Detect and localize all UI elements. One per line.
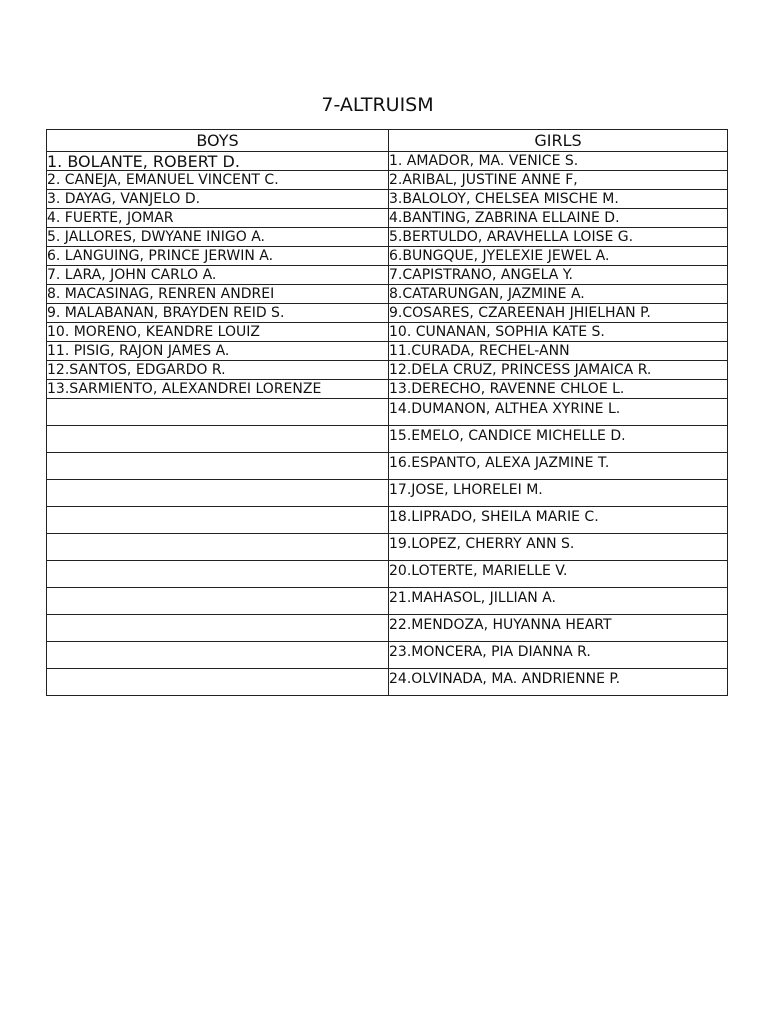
- boy-name-cell: [47, 426, 389, 453]
- table-row: [47, 615, 728, 642]
- boy-name-cell: 5. JALLORES, DWYANE INIGO A.: [47, 228, 389, 247]
- girl-name-cell: 6.BUNGQUE, JYELEXIE JEWEL A.: [389, 247, 728, 266]
- girl-name-cell: 5.BERTULDO, ARAVHELLA LOISE G.: [389, 228, 728, 247]
- table-row: [47, 669, 728, 696]
- girl-name-cell: 12.DELA CRUZ, PRINCESS JAMAICA R.: [389, 361, 728, 380]
- boy-name-cell: 1. BOLANTE, ROBERT D.: [47, 152, 389, 171]
- boy-name-cell: [47, 588, 389, 615]
- table-row: [47, 285, 728, 304]
- boy-name-cell: 8. MACASINAG, RENREN ANDREI: [47, 285, 389, 304]
- table-row: [47, 426, 728, 453]
- table-row: [47, 304, 728, 323]
- boy-name-cell: [47, 561, 389, 588]
- boy-name-cell: 12.SANTOS, EDGARDO R.: [47, 361, 389, 380]
- boy-name-cell: [47, 453, 389, 480]
- table-row: [47, 480, 728, 507]
- girl-name-cell: 11.CURADA, RECHEL-ANN: [389, 342, 728, 361]
- boy-name-cell: 2. CANEJA, EMANUEL VINCENT C.: [47, 171, 389, 190]
- boy-name-cell: 13.SARMIENTO, ALEXANDREI LORENZE: [47, 380, 389, 399]
- girl-name-cell: 20.LOTERTE, MARIELLE V.: [389, 561, 728, 588]
- table-row: [47, 323, 728, 342]
- boy-name-cell: 11. PISIG, RAJON JAMES A.: [47, 342, 389, 361]
- class-roster-table: [46, 129, 728, 696]
- boy-name-cell: [47, 669, 389, 696]
- page-title: 7-ALTRUISM: [321, 94, 434, 116]
- girl-name-cell: 1. AMADOR, MA. VENICE S.: [389, 152, 728, 171]
- girl-name-cell: 17.JOSE, LHORELEI M.: [389, 480, 728, 507]
- boys-column-header: BOYS: [47, 130, 389, 152]
- table-row: [47, 190, 728, 209]
- table-row: [47, 228, 728, 247]
- table-row: [47, 561, 728, 588]
- girl-name-cell: 8.CATARUNGAN, JAZMINE A.: [389, 285, 728, 304]
- table-row: [47, 171, 728, 190]
- boy-name-cell: 6. LANGUING, PRINCE JERWIN A.: [47, 247, 389, 266]
- table-header-row: [47, 130, 728, 152]
- boy-name-cell: [47, 534, 389, 561]
- table-row: [47, 399, 728, 426]
- table-row: [47, 247, 728, 266]
- girl-name-cell: 10. CUNANAN, SOPHIA KATE S.: [389, 323, 728, 342]
- roster-body: [47, 152, 728, 696]
- table-row: [47, 642, 728, 669]
- girl-name-cell: 3.BALOLOY, CHELSEA MISCHE M.: [389, 190, 728, 209]
- girl-name-cell: 19.LOPEZ, CHERRY ANN S.: [389, 534, 728, 561]
- boy-name-cell: 3. DAYAG, VANJELO D.: [47, 190, 389, 209]
- boy-name-cell: 7. LARA, JOHN CARLO A.: [47, 266, 389, 285]
- table-row: [47, 453, 728, 480]
- boy-name-cell: 9. MALABANAN, BRAYDEN REID S.: [47, 304, 389, 323]
- girl-name-cell: 2.ARIBAL, JUSTINE ANNE F,: [389, 171, 728, 190]
- girl-name-cell: 15.EMELO, CANDICE MICHELLE D.: [389, 426, 728, 453]
- girl-name-cell: 16.ESPANTO, ALEXA JAZMINE T.: [389, 453, 728, 480]
- girl-name-cell: 14.DUMANON, ALTHEA XYRINE L.: [389, 399, 728, 426]
- table-row: [47, 342, 728, 361]
- girl-name-cell: 13.DERECHO, RAVENNE CHLOE L.: [389, 380, 728, 399]
- girl-name-cell: 23.MONCERA, PIA DIANNA R.: [389, 642, 728, 669]
- boy-name-cell: 10. MORENO, KEANDRE LOUIZ: [47, 323, 389, 342]
- girl-name-cell: 9.COSARES, CZAREENAH JHIELHAN P.: [389, 304, 728, 323]
- table-row: [47, 534, 728, 561]
- table-row: [47, 152, 728, 171]
- girl-name-cell: 7.CAPISTRANO, ANGELA Y.: [389, 266, 728, 285]
- table-row: [47, 588, 728, 615]
- table-row: [47, 266, 728, 285]
- girl-name-cell: 4.BANTING, ZABRINA ELLAINE D.: [389, 209, 728, 228]
- boy-name-cell: [47, 615, 389, 642]
- table-row: [47, 380, 728, 399]
- girl-name-cell: 22.MENDOZA, HUYANNA HEART: [389, 615, 728, 642]
- girl-name-cell: 18.LIPRADO, SHEILA MARIE C.: [389, 507, 728, 534]
- girl-name-cell: 24.OLVINADA, MA. ANDRIENNE P.: [389, 669, 728, 696]
- boy-name-cell: [47, 642, 389, 669]
- girl-name-cell: 21.MAHASOL, JILLIAN A.: [389, 588, 728, 615]
- boy-name-cell: [47, 507, 389, 534]
- girls-column-header: GIRLS: [389, 130, 728, 152]
- table-row: [47, 361, 728, 380]
- table-row: [47, 209, 728, 228]
- table-row: [47, 507, 728, 534]
- boy-name-cell: [47, 480, 389, 507]
- boy-name-cell: 4. FUERTE, JOMAR: [47, 209, 389, 228]
- boy-name-cell: [47, 399, 389, 426]
